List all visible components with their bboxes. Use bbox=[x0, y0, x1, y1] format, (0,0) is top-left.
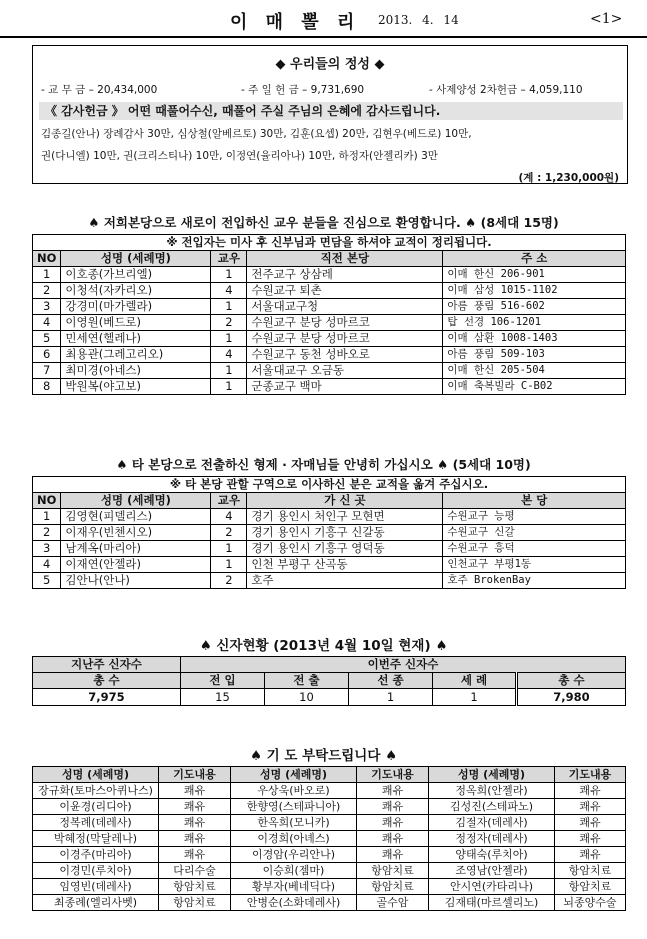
table-cell: 이매 한신 206-901 bbox=[443, 267, 626, 283]
table-cell: 쾌유 bbox=[159, 799, 231, 815]
page-number: <1> bbox=[590, 11, 623, 27]
table-cell: 안병순(소화데레사) bbox=[231, 895, 357, 911]
table-cell: 6 bbox=[33, 347, 61, 363]
stats-heading: ♠ 신자현황 (2013년 4월 10일 현재) ♠ bbox=[199, 638, 448, 654]
offering-item: - 사제양성 2차헌금 – 4,059,110 bbox=[429, 84, 583, 96]
stat-label: 총 수 bbox=[33, 673, 181, 689]
stat-value: 1 bbox=[433, 689, 517, 706]
table-cell: 이윤경(리디아) bbox=[33, 799, 159, 815]
column-header: 성명 (세례명) bbox=[61, 493, 211, 509]
column-header: 성명 (세례명) bbox=[33, 767, 159, 783]
column-header: 성명 (세례명) bbox=[231, 767, 357, 783]
table-cell: 항암치료 bbox=[555, 879, 626, 895]
table-cell: 쾌유 bbox=[357, 783, 429, 799]
table-cell: 김성진(스테파노) bbox=[429, 799, 555, 815]
column-header: 성명 (세례명) bbox=[429, 767, 555, 783]
table-row bbox=[33, 815, 626, 831]
movers-note: ※ 타 본당 관할 구역으로 이사하신 분은 교적을 옮겨 주십시오. bbox=[33, 477, 626, 493]
table-cell: 이청석(자카리오) bbox=[61, 283, 211, 299]
table-cell: 이재연(안젤라) bbox=[61, 557, 211, 573]
stat-label: 선 종 bbox=[349, 673, 433, 689]
table-cell: 쾌유 bbox=[159, 783, 231, 799]
table-row bbox=[33, 267, 626, 283]
table-row bbox=[33, 283, 626, 299]
table-cell: 한향영(스테파니아) bbox=[231, 799, 357, 815]
table-cell: 2 bbox=[211, 573, 247, 589]
table-cell: 이경민(루치아) bbox=[33, 863, 159, 879]
newcomers-heading: ♠ 저희본당으로 새로이 전입하신 교우 분들을 진심으로 환영합니다. ♠ (8세대 15명) bbox=[88, 215, 559, 230]
table-cell: 이매 삼환 1008-1403 bbox=[443, 331, 626, 347]
table-cell: 8 bbox=[33, 379, 61, 395]
table-cell: 정정자(데레사) bbox=[429, 831, 555, 847]
table-cell: 이경주(마리아) bbox=[33, 847, 159, 863]
table-row bbox=[33, 847, 626, 863]
table-cell: 조영남(안젤라) bbox=[429, 863, 555, 879]
table-cell: 이승희(젬마) bbox=[231, 863, 357, 879]
table-cell: 서울대교구청 bbox=[247, 299, 443, 315]
table-cell: 쾌유 bbox=[159, 815, 231, 831]
table-cell: 쾌유 bbox=[159, 847, 231, 863]
table-row bbox=[33, 347, 626, 363]
column-header: 성명 (세례명) bbox=[61, 251, 211, 267]
stat-value: 10 bbox=[265, 689, 349, 706]
table-cell: 경기 용인시 기흥구 신갈동 bbox=[247, 525, 443, 541]
table-row bbox=[33, 541, 626, 557]
table-cell: 쾌유 bbox=[555, 831, 626, 847]
column-header: 가 신 곳 bbox=[247, 493, 443, 509]
table-cell: 1 bbox=[33, 509, 61, 525]
table-cell: 수원교구 신갈 bbox=[443, 525, 626, 541]
table-cell: 경기 용인시 기흥구 영덕동 bbox=[247, 541, 443, 557]
table-cell: 김재태(마르셀리노) bbox=[429, 895, 555, 911]
table-header-row bbox=[33, 493, 626, 509]
table-cell: 1 bbox=[211, 363, 247, 379]
table-cell: 7 bbox=[33, 363, 61, 379]
table-cell: 이호종(가브리엘) bbox=[61, 267, 211, 283]
column-header: 주 소 bbox=[443, 251, 626, 267]
column-header: 직전 본당 bbox=[247, 251, 443, 267]
table-row bbox=[33, 331, 626, 347]
movers-table bbox=[32, 476, 626, 589]
table-cell: 4 bbox=[33, 315, 61, 331]
table-row bbox=[33, 895, 626, 911]
stat-value: 7,975 bbox=[33, 689, 181, 706]
table-cell: 5 bbox=[33, 331, 61, 347]
table-cell: 수원교구 동천 성바오로 bbox=[247, 347, 443, 363]
stat-label: 세 례 bbox=[433, 673, 517, 689]
donor-list-line: 김종길(안나) 장례감사 30만, 심상철(알베르토) 30만, 김훈(요셉) 20만, 김현우(베드로) 10만, bbox=[41, 128, 472, 140]
table-cell: 아름 풍림 509-103 bbox=[443, 347, 626, 363]
table-cell: 김영현(피델리스) bbox=[61, 509, 211, 525]
offering-title: ◆ 우리들의 정성 ◆ bbox=[275, 57, 385, 72]
table-cell: 4 bbox=[33, 557, 61, 573]
table-cell: 이매 축복빌라 C-B02 bbox=[443, 379, 626, 395]
table-cell: 항암치료 bbox=[357, 879, 429, 895]
table-row bbox=[33, 557, 626, 573]
table-cell: 쾌유 bbox=[357, 831, 429, 847]
stat-label: 총 수 bbox=[517, 673, 626, 689]
column-header: 기도내용 bbox=[357, 767, 429, 783]
table-cell: 경기 용인시 처인구 모현면 bbox=[247, 509, 443, 525]
table-cell: 서울대교구 오금동 bbox=[247, 363, 443, 379]
table-cell: 3 bbox=[33, 299, 61, 315]
table-cell: 골수암 bbox=[357, 895, 429, 911]
table-cell: 5 bbox=[33, 573, 61, 589]
column-header: 교우 bbox=[211, 251, 247, 267]
table-cell: 한옥희(모니카) bbox=[231, 815, 357, 831]
prayer-table bbox=[32, 766, 626, 911]
table-cell: 최용관(그레고리오) bbox=[61, 347, 211, 363]
table-row bbox=[33, 363, 626, 379]
table-row bbox=[33, 863, 626, 879]
table-cell: 장규화(토마스아퀴나스) bbox=[33, 783, 159, 799]
table-row bbox=[33, 315, 626, 331]
stat-label: 전 출 bbox=[265, 673, 349, 689]
table-cell: 강경미(마가렐라) bbox=[61, 299, 211, 315]
newcomers-note: ※ 전입자는 미사 후 신부님과 면담을 하셔야 교적이 정리됩니다. bbox=[33, 235, 626, 251]
table-cell: 1 bbox=[211, 541, 247, 557]
table-cell: 쾌유 bbox=[159, 831, 231, 847]
table-cell: 1 bbox=[211, 379, 247, 395]
table-cell: 쾌유 bbox=[357, 799, 429, 815]
table-cell: 민세연(헬레나) bbox=[61, 331, 211, 347]
table-cell: 수원교구 흥덕 bbox=[443, 541, 626, 557]
column-header: NO bbox=[33, 251, 61, 267]
last-week-label: 지난주 신자수 bbox=[33, 657, 181, 673]
table-cell: 김안나(안나) bbox=[61, 573, 211, 589]
table-cell: 이매 한신 205-504 bbox=[443, 363, 626, 379]
column-header: 교우 bbox=[211, 493, 247, 509]
movers-heading: ♠ 타 본당으로 전출하신 형제 · 자매님들 안녕히 가십시오 ♠ (5세대 10명) bbox=[116, 457, 531, 472]
stat-value: 15 bbox=[181, 689, 265, 706]
table-cell: 수원교구 능평 bbox=[443, 509, 626, 525]
table-cell: 수원교구 분당 성마르코 bbox=[247, 331, 443, 347]
table-cell: 이매 삼성 1015-1102 bbox=[443, 283, 626, 299]
table-cell: 쾌유 bbox=[357, 847, 429, 863]
table-cell: 호주 bbox=[247, 573, 443, 589]
table-cell: 1 bbox=[33, 267, 61, 283]
table-cell: 1 bbox=[211, 557, 247, 573]
table-row bbox=[33, 831, 626, 847]
this-week-label: 이번주 신자수 bbox=[181, 657, 626, 673]
table-cell: 다리수술 bbox=[159, 863, 231, 879]
table-cell: 아름 풍림 516-602 bbox=[443, 299, 626, 315]
offering-item: - 주 일 헌 금 – 9,731,690 bbox=[241, 84, 365, 96]
table-cell: 4 bbox=[211, 509, 247, 525]
table-cell: 1 bbox=[211, 267, 247, 283]
table-cell: 수원교구 퇴촌 bbox=[247, 283, 443, 299]
prayer-heading: ♠ 기 도 부탁드립니다 ♠ bbox=[249, 748, 398, 764]
table-row bbox=[33, 799, 626, 815]
offering-box bbox=[32, 45, 628, 184]
table-cell: 2 bbox=[211, 525, 247, 541]
table-cell: 양태숙(루치아) bbox=[429, 847, 555, 863]
table-cell: 4 bbox=[211, 347, 247, 363]
table-header-row bbox=[33, 767, 626, 783]
table-cell: 군종교구 백마 bbox=[247, 379, 443, 395]
table-cell: 항암치료 bbox=[159, 879, 231, 895]
table-cell: 인천교구 부평1동 bbox=[443, 557, 626, 573]
table-row bbox=[33, 783, 626, 799]
table-cell: 뇌종양수술 bbox=[555, 895, 626, 911]
bulletin-header bbox=[0, 0, 647, 38]
table-cell: 쾌유 bbox=[555, 799, 626, 815]
column-header: 기도내용 bbox=[159, 767, 231, 783]
table-cell: 2 bbox=[211, 315, 247, 331]
table-cell: 3 bbox=[33, 541, 61, 557]
table-cell: 2 bbox=[33, 525, 61, 541]
table-cell: 탑 선경 106-1201 bbox=[443, 315, 626, 331]
table-cell: 전주교구 상삼레 bbox=[247, 267, 443, 283]
table-cell: 안시연(카타리나) bbox=[429, 879, 555, 895]
table-cell: 정옥희(안젤라) bbox=[429, 783, 555, 799]
table-row bbox=[33, 573, 626, 589]
table-row bbox=[33, 879, 626, 895]
table-cell: 쾌유 bbox=[555, 847, 626, 863]
table-cell: 호주 BrokenBay bbox=[443, 573, 626, 589]
table-header-row bbox=[33, 251, 626, 267]
newcomers-table bbox=[32, 234, 626, 395]
donor-list-line: 권(다니엘) 10만, 권(크리스티나) 10만, 이정연(율리아나) 10만, 하정자(안젤리카) 3만 bbox=[41, 150, 438, 162]
table-cell: 박혜정(막달레나) bbox=[33, 831, 159, 847]
thanks-total: (계 : 1,230,000원) bbox=[518, 172, 619, 184]
table-cell: 쾌유 bbox=[555, 783, 626, 799]
table-cell: 쾌유 bbox=[357, 815, 429, 831]
table-cell: 1 bbox=[211, 331, 247, 347]
thanks-offering-heading: 《 감사헌금 》 어떤 때풀어수신, 때풀어 주실 주님의 은혜에 감사드립니다. bbox=[39, 102, 623, 120]
table-cell: 최종례(엘리사벳) bbox=[33, 895, 159, 911]
table-cell: 이경암(우리안나) bbox=[231, 847, 357, 863]
table-cell: 1 bbox=[211, 299, 247, 315]
table-row bbox=[33, 379, 626, 395]
table-cell: 인천 부평구 산곡동 bbox=[247, 557, 443, 573]
column-header: 기도내용 bbox=[555, 767, 626, 783]
table-cell: 우상욱(바오로) bbox=[231, 783, 357, 799]
table-cell: 최미경(아네스) bbox=[61, 363, 211, 379]
table-cell: 남계옥(마리아) bbox=[61, 541, 211, 557]
table-row bbox=[33, 525, 626, 541]
table-cell: 박원복(야고보) bbox=[61, 379, 211, 395]
table-cell: 항암치료 bbox=[159, 895, 231, 911]
table-cell: 정복례(데레사) bbox=[33, 815, 159, 831]
table-cell: 4 bbox=[211, 283, 247, 299]
bulletin-title: 이 매 뽈 리 bbox=[230, 12, 361, 33]
table-row bbox=[33, 299, 626, 315]
table-row bbox=[33, 509, 626, 525]
stats-table bbox=[32, 656, 626, 706]
stat-value: 1 bbox=[349, 689, 433, 706]
table-cell: 항암치료 bbox=[357, 863, 429, 879]
bulletin-date: 2013. 4. 14 bbox=[378, 13, 459, 27]
stat-value: 7,980 bbox=[517, 689, 626, 706]
stat-label: 전 입 bbox=[181, 673, 265, 689]
table-cell: 이영원(베드로) bbox=[61, 315, 211, 331]
table-cell: 이경희(아녜스) bbox=[231, 831, 357, 847]
column-header: 본 당 bbox=[443, 493, 626, 509]
table-cell: 쾌유 bbox=[555, 815, 626, 831]
column-header: NO bbox=[33, 493, 61, 509]
table-cell: 임영빈(데레사) bbox=[33, 879, 159, 895]
table-cell: 항암치료 bbox=[555, 863, 626, 879]
table-cell: 수원교구 분당 성마르코 bbox=[247, 315, 443, 331]
table-cell: 황부자(베네딕다) bbox=[231, 879, 357, 895]
offering-item: - 교 무 금 – 20,434,000 bbox=[41, 84, 158, 96]
table-cell: 이재우(빈첸시오) bbox=[61, 525, 211, 541]
table-cell: 2 bbox=[33, 283, 61, 299]
table-cell: 김절자(데레사) bbox=[429, 815, 555, 831]
